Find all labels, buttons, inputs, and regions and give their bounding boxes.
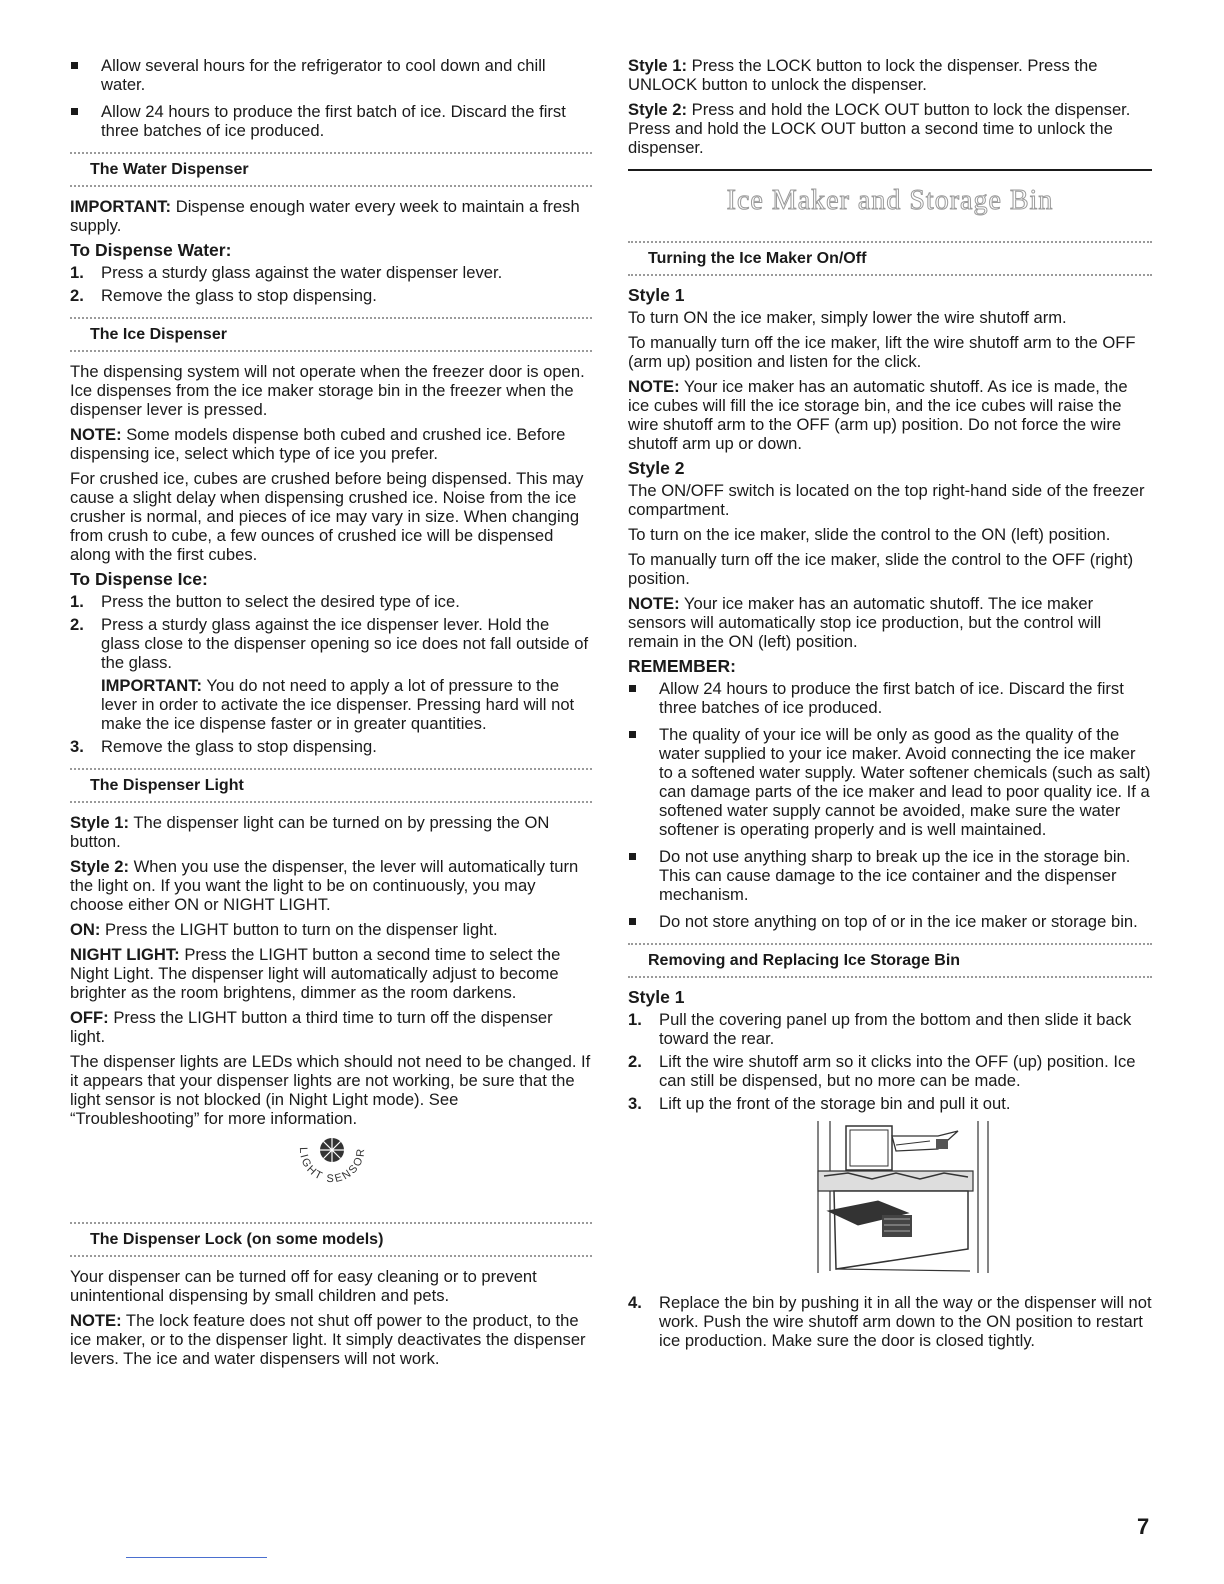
- light-off-paragraph: [70, 1008, 592, 1046]
- removing-bin-heading: Removing and Replacing Ice Storage Bin: [628, 943, 1152, 978]
- night-light-text: Press the LIGHT button a second time to select the Night Light. The dispenser light will automatically adjust to become brighter as the room brightens, dimmer as the room darkens.: [70, 945, 561, 1002]
- off-label: OFF:: [70, 1008, 109, 1027]
- list-item: The quality of your ice will be only as good as the quality of the water supplied to your ice maker. Avoid connecting the ice maker to a softened water supply. Water softener chemicals (such as salt) can damage parts of the ice maker and lead to poor quality ice. If a softened water supply cannot be avoided, make sure the water softener is operating properly and is well maintained.: [628, 725, 1152, 839]
- lock-note-paragraph: [70, 1311, 592, 1368]
- step-text: Press the button to select the desired type of ice.: [101, 592, 460, 611]
- list-item: [628, 1293, 1152, 1350]
- step-number: 2.: [628, 1052, 642, 1071]
- step-text: Press a sturdy glass against the water dispenser lever.: [101, 263, 503, 282]
- style1-label: Style 1:: [70, 813, 130, 832]
- lock-style1-paragraph: [628, 56, 1152, 94]
- note-text: Your ice maker has an automatic shutoff. The ice maker sensors will automatically stop ice production, but the control will remain in the ON (left) position.: [628, 594, 1102, 651]
- list-item: [628, 1052, 1152, 1090]
- step-text: Pull the covering panel up from the bottom and then slide it back toward the rear.: [659, 1010, 1132, 1048]
- step-number: 2.: [70, 286, 84, 305]
- footer-divider: [126, 1557, 267, 1558]
- water-dispenser-heading: The Water Dispenser: [70, 152, 592, 187]
- step-number: 3.: [628, 1094, 642, 1113]
- important-text: Dispense enough water every week to maintain a fresh supply.: [70, 197, 580, 235]
- step-text: Lift the wire shutoff arm so it clicks into the OFF (up) position. Ice can still be dispensed, but no more can be made.: [659, 1052, 1136, 1090]
- list-item: Do not use anything sharp to break up the ice in the storage bin. This can cause damage to the ice container and the dispenser mechanism.: [628, 847, 1152, 904]
- onoff-paragraph: The ON/OFF switch is located on the top right-hand side of the freezer compartment.: [628, 481, 1145, 519]
- list-item: [70, 737, 592, 756]
- important-label: IMPORTANT:: [101, 676, 203, 695]
- style1-text: Press the LOCK button to lock the dispenser. Press the UNLOCK button to unlock the dispenser.: [628, 56, 1098, 94]
- off-text: Press the LIGHT button a third time to turn off the dispenser light.: [70, 1008, 553, 1046]
- ice-paragraph: The dispensing system will not operate when the freezer door is open. Ice dispenses from the ice maker storage bin in the freezer when the dispenser lever is pressed.: [70, 362, 585, 419]
- light-night-paragraph: [70, 945, 592, 1002]
- page-number: 7: [1137, 1514, 1150, 1539]
- list-item: Do not store anything on top of or in the ice maker or storage bin.: [628, 912, 1152, 931]
- list-item: [628, 1010, 1152, 1048]
- right-column: [628, 56, 1152, 1356]
- note-label: NOTE:: [628, 594, 680, 613]
- step-text: Press a sturdy glass against the ice dispenser lever. Hold the glass close to the dispenser opening so ice does not fall outside of the glass.: [101, 615, 589, 672]
- dispenser-lock-heading: The Dispenser Lock (on some models): [70, 1222, 592, 1257]
- list-item: Allow several hours for the refrigerator to cool down and chill water.: [70, 56, 592, 94]
- list-item: Allow 24 hours to produce the first batch of ice. Discard the first three batches of ice produced.: [628, 679, 1152, 717]
- list-item: Allow 24 hours to produce the first batch of ice. Discard the first three batches of ice produced.: [70, 102, 592, 140]
- step-number: 1.: [628, 1010, 642, 1029]
- ice-storage-bin-icon: [788, 1121, 998, 1273]
- to-dispense-water-subhead: To Dispense Water:: [70, 240, 232, 260]
- onoff-paragraph: To turn on the ice maker, slide the control to the ON (left) position.: [628, 525, 1111, 544]
- note-text: The lock feature does not shut off power to the product, to the ice maker, or to the dispenser light. It simply deactivates the dispenser levers. The ice and water dispensers will not work.: [70, 1311, 586, 1368]
- water-steps: [70, 263, 592, 305]
- style1-label: Style 1:: [628, 56, 688, 75]
- style2-text: Press and hold the LOCK OUT button to lock the dispenser. Press and hold the LOCK OUT button a second time to unlock the dispenser.: [628, 100, 1131, 157]
- sensor-label: LIGHT SENSOR: [296, 1146, 368, 1186]
- step-number: 4.: [628, 1293, 642, 1312]
- note-label: NOTE:: [70, 425, 122, 444]
- ice-dispenser-heading: The Ice Dispenser: [70, 317, 592, 352]
- remember-subhead: REMEMBER:: [628, 656, 736, 676]
- water-important-paragraph: [70, 197, 592, 235]
- lock-paragraph: Your dispenser can be turned off for easy cleaning or to prevent unintentional dispensing by small children and pets.: [70, 1267, 537, 1305]
- light-on-paragraph: [70, 920, 592, 939]
- on-text: Press the LIGHT button to turn on the dispenser light.: [100, 920, 498, 939]
- dispenser-light-heading: The Dispenser Light: [70, 768, 592, 803]
- onoff-note-paragraph: [628, 377, 1152, 453]
- style1-subhead: Style 1: [628, 987, 685, 1007]
- remember-bullet-list: [628, 679, 1152, 931]
- light-style1-paragraph: [70, 813, 592, 851]
- style1-subhead: Style 1: [628, 285, 685, 305]
- style2-subhead: Style 2: [628, 458, 685, 478]
- style1-text: The dispenser light can be turned on by pressing the ON button.: [70, 813, 550, 851]
- list-item: [628, 1094, 1152, 1113]
- important-label: IMPORTANT:: [70, 197, 172, 216]
- light-sensor-illustration: [70, 1136, 592, 1206]
- list-item: [70, 263, 592, 282]
- step-text: Remove the glass to stop dispensing.: [101, 737, 377, 756]
- style2-text: When you use the dispenser, the lever will automatically turn the light on. If you want the light to be on continuously, you may choose either ON or NIGHT LIGHT.: [70, 857, 579, 914]
- list-item: [70, 286, 592, 305]
- turning-ice-maker-heading: Turning the Ice Maker On/Off: [628, 241, 1152, 276]
- style2-label: Style 2:: [70, 857, 130, 876]
- step-number: 2.: [70, 615, 84, 634]
- crushed-ice-paragraph: For crushed ice, cubes are crushed before being dispensed. This may cause a slight delay when dispensing crushed ice. Noise from the ice crusher is normal, and pieces of ice may vary in size. When changing from crush to cube, a few ounces of crushed ice will be dispensed along with the first cubes.: [70, 469, 584, 564]
- step-number: 1.: [70, 263, 84, 282]
- step-text: Lift up the front of the storage bin and pull it out.: [659, 1094, 1011, 1113]
- step-text: Remove the glass to stop dispensing.: [101, 286, 377, 305]
- step-important-paragraph: [101, 676, 592, 733]
- light-sensor-icon: [292, 1136, 372, 1198]
- list-item: [70, 615, 592, 733]
- ice-maker-section-title: Ice Maker and Storage Bin: [628, 169, 1152, 229]
- step-number: 3.: [70, 737, 84, 756]
- lock-style2-paragraph: [628, 100, 1152, 157]
- night-light-label: NIGHT LIGHT:: [70, 945, 180, 964]
- style2-label: Style 2:: [628, 100, 688, 119]
- intro-bullet-list: [70, 56, 592, 140]
- list-item: [70, 592, 592, 611]
- note-label: NOTE:: [628, 377, 680, 396]
- on-label: ON:: [70, 920, 101, 939]
- note-text: Your ice maker has an automatic shutoff. As ice is made, the ice cubes will fill the ice storage bin, and the ice cubes will raise the wire shutoff arm to the OFF (arm up) position. Do not force the wire shutoff arm up or down.: [628, 377, 1128, 453]
- onoff-paragraph: To manually turn off the ice maker, lift the wire shutoff arm to the OFF (arm up) position and listen for the click.: [628, 333, 1136, 371]
- important-text: You do not need to apply a lot of pressure to the lever in order to activate the ice dispenser. Pressing hard will not make the ice dispense faster or in greater quantities.: [101, 676, 575, 733]
- step-text: Replace the bin by pushing it in all the way or the dispenser will not work. Push the wire shutoff arm down to the ON position to restart ice production. Make sure the door is closed tightly.: [659, 1293, 1152, 1350]
- ice-bin-illustration: [628, 1121, 1152, 1281]
- onoff-paragraph: To turn ON the ice maker, simply lower the wire shutoff arm.: [628, 308, 1067, 327]
- ice-steps: [70, 592, 592, 756]
- note-text: Some models dispense both cubed and crushed ice. Before dispensing ice, select which type of ice you prefer.: [70, 425, 566, 463]
- ice-note-paragraph: [70, 425, 592, 463]
- light-leds-paragraph: The dispenser lights are LEDs which should not need to be changed. If it appears that your dispenser lights are not working, be sure that the light sensor is not blocked (in Night Light mode). See “Troubleshooting” for more information.: [70, 1052, 591, 1128]
- light-style2-paragraph: [70, 857, 592, 914]
- onoff-paragraph: To manually turn off the ice maker, slide the control to the OFF (right) position.: [628, 550, 1134, 588]
- bin-steps: [628, 1010, 1152, 1113]
- bin-step-4: [628, 1293, 1152, 1350]
- step-number: 1.: [70, 592, 84, 611]
- note-label: NOTE:: [70, 1311, 122, 1330]
- onoff-note-paragraph: [628, 594, 1152, 651]
- to-dispense-ice-subhead: To Dispense Ice:: [70, 569, 208, 589]
- left-column: [70, 56, 592, 1374]
